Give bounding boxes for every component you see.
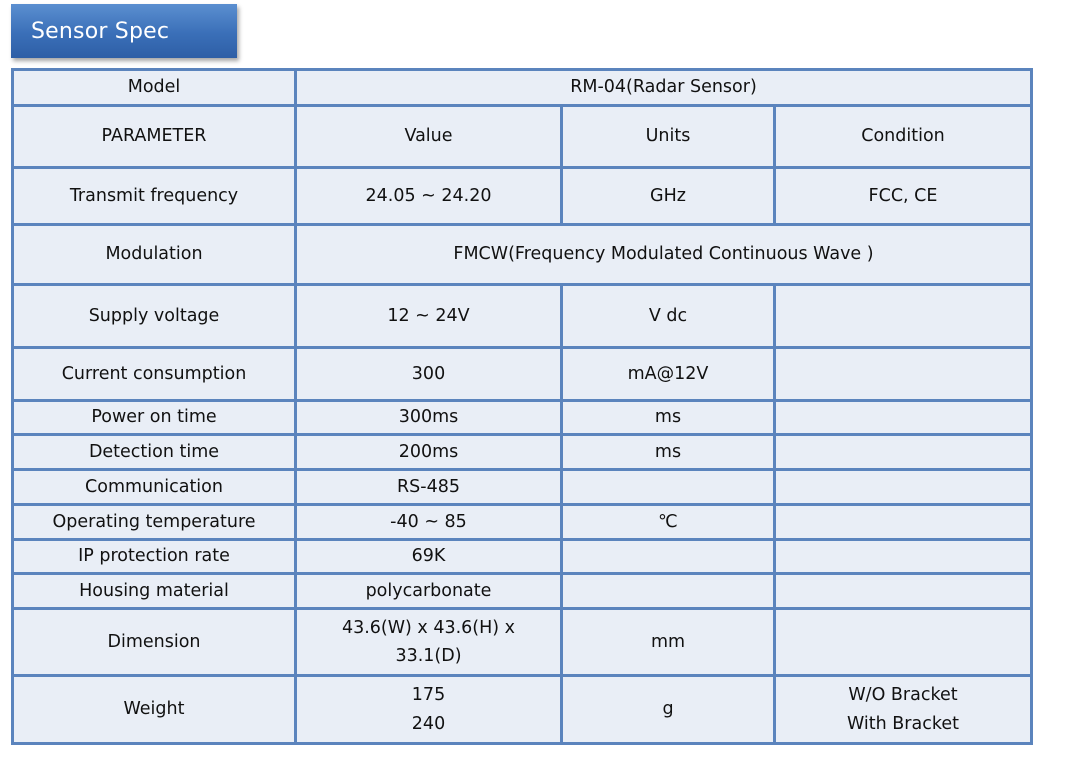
- model-row: [13, 70, 1032, 106]
- column-header-value: Value: [296, 106, 562, 168]
- parameter-cell: Modulation: [13, 225, 296, 285]
- weight-value-without-bracket: 175: [411, 684, 446, 705]
- unit-cell: g: [562, 676, 775, 744]
- table-row: [13, 168, 1032, 225]
- header-row: [13, 106, 1032, 168]
- unit-cell: GHz: [562, 168, 775, 225]
- value-cell: 300: [296, 348, 562, 401]
- condition-cell: [775, 574, 1032, 609]
- condition-cell: [775, 401, 1032, 435]
- table-row: [13, 348, 1032, 401]
- unit-cell: ms: [562, 401, 775, 435]
- parameter-cell: Weight: [13, 676, 296, 744]
- column-header-parameter: PARAMETER: [13, 106, 296, 168]
- parameter-cell: Detection time: [13, 435, 296, 470]
- parameter-cell: Communication: [13, 470, 296, 505]
- table-row: [13, 225, 1032, 285]
- parameter-cell: Housing material: [13, 574, 296, 609]
- section-title: Sensor Spec: [31, 18, 170, 44]
- table-row: [13, 574, 1032, 609]
- sensor-spec-table: [11, 68, 1033, 745]
- value-cell: 300ms: [296, 401, 562, 435]
- parameter-cell: IP protection rate: [13, 540, 296, 574]
- value-cell: 200ms: [296, 435, 562, 470]
- condition-cell: [775, 505, 1032, 540]
- condition-cell: [775, 609, 1032, 676]
- unit-cell: [562, 540, 775, 574]
- unit-cell: mA@12V: [562, 348, 775, 401]
- table-row: [13, 285, 1032, 348]
- table-row: [13, 435, 1032, 470]
- unit-cell: ℃: [562, 505, 775, 540]
- value-cell: polycarbonate: [296, 574, 562, 609]
- model-value: RM-04(Radar Sensor): [296, 70, 1032, 106]
- parameter-cell: Operating temperature: [13, 505, 296, 540]
- model-label: Model: [13, 70, 296, 106]
- condition-without-bracket: W/O Bracket: [848, 684, 958, 705]
- table-row: [13, 470, 1032, 505]
- condition-cell: [775, 348, 1032, 401]
- condition-cell: [775, 285, 1032, 348]
- parameter-cell: Current consumption: [13, 348, 296, 401]
- value-cell: 24.05 ~ 24.20: [296, 168, 562, 225]
- value-cell: 69K: [296, 540, 562, 574]
- value-cell: 43.6(W) x 43.6(H) x 33.1(D): [296, 609, 562, 676]
- unit-cell: [562, 470, 775, 505]
- parameter-cell: Power on time: [13, 401, 296, 435]
- parameter-cell: Transmit frequency: [13, 168, 296, 225]
- column-header-units: Units: [562, 106, 775, 168]
- table-row: [13, 401, 1032, 435]
- unit-cell: [562, 574, 775, 609]
- table-row: [13, 676, 1032, 744]
- unit-cell: mm: [562, 609, 775, 676]
- value-cell: RS-485: [296, 470, 562, 505]
- table-row: [13, 540, 1032, 574]
- condition-cell: [775, 540, 1032, 574]
- condition-cell: [775, 470, 1032, 505]
- condition-cell: [775, 435, 1032, 470]
- section-title-box: [11, 4, 237, 58]
- unit-cell: V dc: [562, 285, 775, 348]
- condition-cell: [775, 676, 1032, 744]
- value-cell: [296, 676, 562, 744]
- value-cell: 12 ~ 24V: [296, 285, 562, 348]
- parameter-cell: Supply voltage: [13, 285, 296, 348]
- table-row: [13, 505, 1032, 540]
- condition-with-bracket: With Bracket: [847, 713, 959, 734]
- column-header-condition: Condition: [775, 106, 1032, 168]
- weight-value-with-bracket: 240: [411, 713, 446, 734]
- value-cell: -40 ~ 85: [296, 505, 562, 540]
- value-cell: FMCW(Frequency Modulated Continuous Wave ): [296, 225, 1032, 285]
- condition-cell: FCC, CE: [775, 168, 1032, 225]
- unit-cell: ms: [562, 435, 775, 470]
- table-row: [13, 609, 1032, 676]
- parameter-cell: Dimension: [13, 609, 296, 676]
